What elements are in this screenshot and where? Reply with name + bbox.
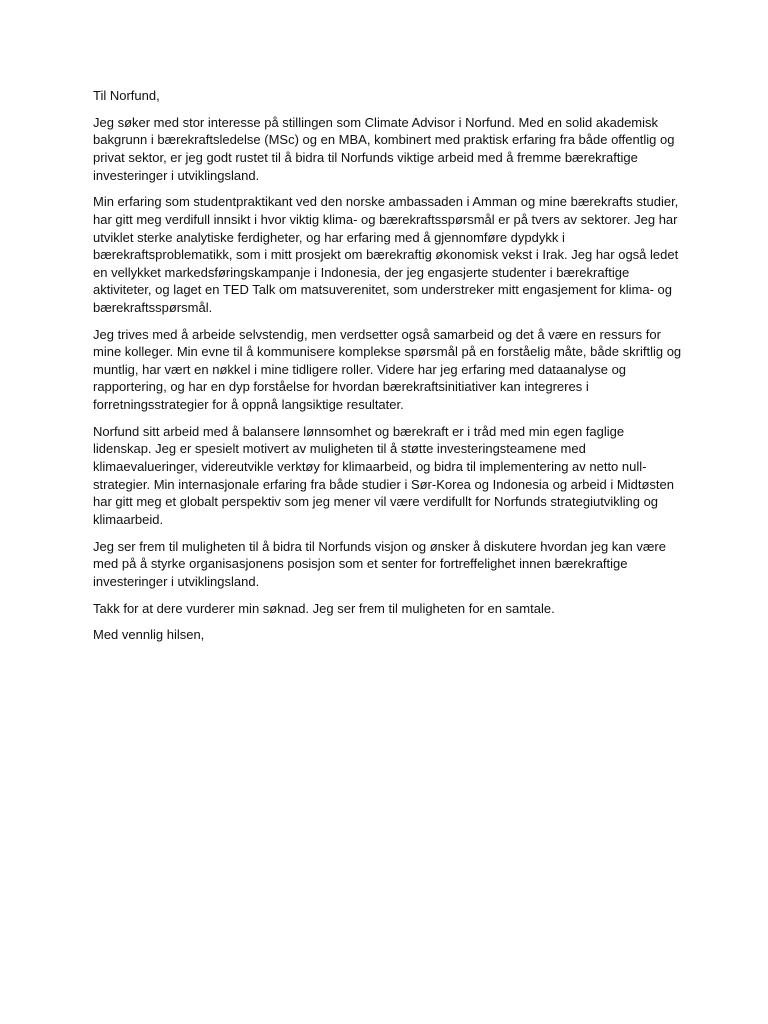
letter-paragraph-experience: Min erfaring som studentpraktikant ved den norske ambassaden i Amman og mine bærekrafts studier, har gitt meg verdifull innsikt i hvor viktig klima- og bærekraftsspørsmål er på tvers av sektorer. Jeg har utviklet sterke analytiske ferdigheter, og har erfaring med å gjennomføre dypdykk i bærekraftsproblematikk, som i mitt prosjekt om bærekraftig økonomisk vekst i Irak. Jeg har også ledet en vellykket markedsføringskampanje i Indonesia, der jeg engasjerte studenter i bærekraftige aktiviteter, og laget en TED Talk om matsuverenitet, som understreker mitt engasjement for klima- og bærekraftsspørsmål. [93,194,679,315]
letter-paragraph-skills: Jeg trives med å arbeide selvstendig, men verdsetter også samarbeid og det å være en ressurs for mine kolleger. Min evne til å kommunisere komplekse spørsmål på en forståelig måte, både skriftlig og muntlig, har vært en nøkkel i mine tidligere roller. Videre har jeg erfaring med dataanalyse og rapportering, og har en dyp forståelse for hvordan bærekraftsinitiativer kan integreres i forretningsstrategier for å oppnå langsiktige resultater. [93,326,682,413]
cover-letter [93,87,683,653]
letter-paragraph-intro: Jeg søker med stor interesse på stillingen som Climate Advisor i Norfund. Med en solid akademisk bakgrunn i bærekraftsledelse (MSc) og en MBA, kombinert med praktisk erfaring fra både offentlig og privat sektor, er jeg godt rustet til å bidra til Norfunds viktige arbeid med å fremme bærekraftige investeringer i utviklingsland. [93,114,675,183]
letter-paragraph-outlook: Jeg ser frem til muligheten til å bidra til Norfunds visjon og ønsker å diskutere hvordan jeg kan være med på å styrke organisasjonens posisjon som et senter for fortreffelighet innen bærekraftige investeringer i utviklingsland. [93,538,666,589]
letter-paragraph-motivation: Norfund sitt arbeid med å balansere lønnsomhet og bærekraft er i tråd med min egen faglige lidenskap. Jeg er spesielt motivert av muligheten til å støtte investeringsteamene med klimaevalueringer, videreutvikle verktøy for klimaarbeid, og bidra til implementering av netto null-strategier. Min internasjonale erfaring fra både studier i Sør-Korea og Indonesia og arbeid i Midtøsten har gitt meg et globalt perspektiv som jeg mener vil være verdifullt for Norfunds strategiutvikling og klimaarbeid. [93,423,674,527]
letter-greeting: Til Norfund, [93,88,160,103]
letter-paragraph-thanks: Takk for at dere vurderer min søknad. Jeg ser frem til muligheten for en samtale. [93,600,555,616]
letter-closing: Med vennlig hilsen, [93,627,205,643]
